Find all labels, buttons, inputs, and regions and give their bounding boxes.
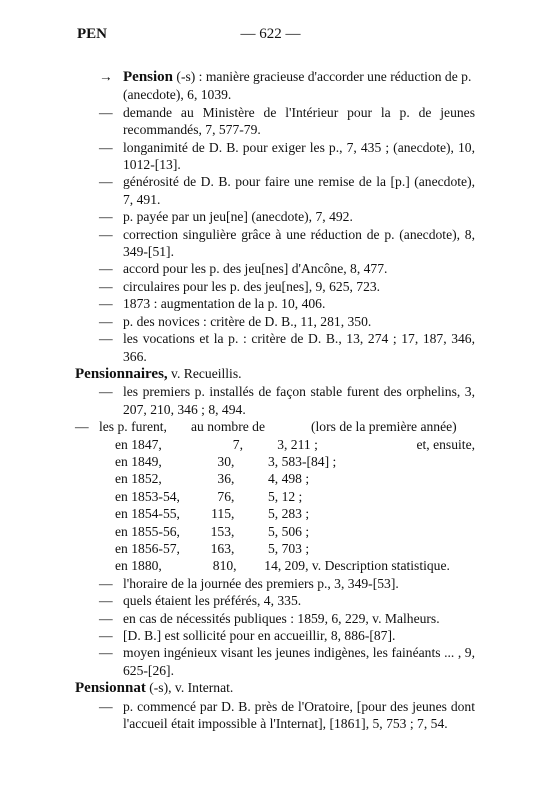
entry-pension xyxy=(75,68,475,104)
table-row: en 1880, 810, 14, 209, v. Description statistique. xyxy=(115,558,450,574)
table-row: en 1849, 30, 3, 583-[84] ; xyxy=(115,453,337,469)
list-item: — en cas de nécessités publiques : 1859, 6, 229, v. Malheurs. xyxy=(99,610,440,626)
see-also: v. Recueillis. xyxy=(167,365,242,381)
arrow-icon: → xyxy=(99,69,113,84)
entry-pensionnaires xyxy=(75,365,475,383)
headword-pensionnaires: Pensionnaires, xyxy=(75,365,168,382)
table-row: en 1853-54, 76, 5, 12 ; xyxy=(115,488,303,504)
running-head: PEN xyxy=(77,26,107,42)
entry-pensionnat xyxy=(75,679,475,697)
headword-pensionnat: Pensionnat xyxy=(75,680,146,697)
list-item: — p. commencé par D. B. près de l'Oratoire, [pour des jeunes dont l'accueil était impossible à l'Internat], [1861], 5, 753 ; 7, 54. xyxy=(99,698,475,732)
table-intro: — les p. furent, au nombre de (lors de la première année) xyxy=(75,419,457,435)
table-row: en 1855-56, 153, 5, 506 ; xyxy=(115,523,310,539)
table-row: en 1854-55, 115, 5, 283 ; xyxy=(115,506,310,522)
list-item: — quels étaient les préférés, 4, 335. xyxy=(99,593,302,609)
index-body xyxy=(75,68,475,732)
list-item: — accord pour les p. des jeu[nes] d'Ancône, 8, 477. xyxy=(99,261,388,277)
entry-text: (-s) : manière gracieuse d'accorder une réduction de p. (anecdote), 6, 1039. xyxy=(123,69,472,103)
list-item: — circulaires pour les p. des jeu[nes], 9, 625, 723. xyxy=(99,278,381,294)
list-item: — [D. B.] est sollicité pour en accueillir, 8, 886-[87]. xyxy=(99,628,396,643)
list-item: — générosité de D. B. pour faire une remise de la [p.] (anecdote), 7, 491. xyxy=(99,174,475,207)
list-item: — correction singulière grâce à une réduction de p. (anecdote), 8, 349-[51]. xyxy=(99,226,475,260)
list-item: — les vocations et la p. : critère de D. B., 13, 274 ; 17, 187, 346, 366. xyxy=(99,331,475,364)
table-row: en 1856-57, 163, 5, 703 ; xyxy=(115,540,310,556)
list-item: — p. des novices : critère de D. B., 11, 281, 350. xyxy=(99,313,372,329)
enrolment-table xyxy=(115,436,475,575)
list-item: — demande au Ministère de l'Intérieur pour la p. de jeunes recommandés, 7, 577-79. xyxy=(99,104,475,138)
list-item: — p. payée par un jeu[ne] (anecdote), 7, 492. xyxy=(99,209,353,225)
page-number: — 622 — xyxy=(240,26,301,42)
table-row: en 1847, 7, 3, 211 ; et, ensuite, xyxy=(115,436,475,452)
list-item: — 1873 : augmentation de la p. 10, 406. xyxy=(99,296,326,312)
see-also: (-s), v. Internat. xyxy=(145,680,234,696)
table-note: et, ensuite, xyxy=(416,436,475,452)
table-row: en 1852, 36, 4, 498 ; xyxy=(115,471,310,487)
list-item: — longanimité de D. B. pour exiger les p., 7, 435 ; (anecdote), 10, 1012-[13]. xyxy=(99,139,475,173)
list-item: — moyen ingénieux visant les jeunes indigènes, les fainéants ... , 9, 625-[26]. xyxy=(99,645,475,678)
list-item: — l'horaire de la journée des premiers p., 3, 349-[53]. xyxy=(99,575,399,591)
list-item: — les premiers p. installés de façon stable furent des orphelins, 3, 207, 210, 346 ; 8, 494. xyxy=(99,384,475,417)
headword-pension: Pension xyxy=(123,69,174,85)
